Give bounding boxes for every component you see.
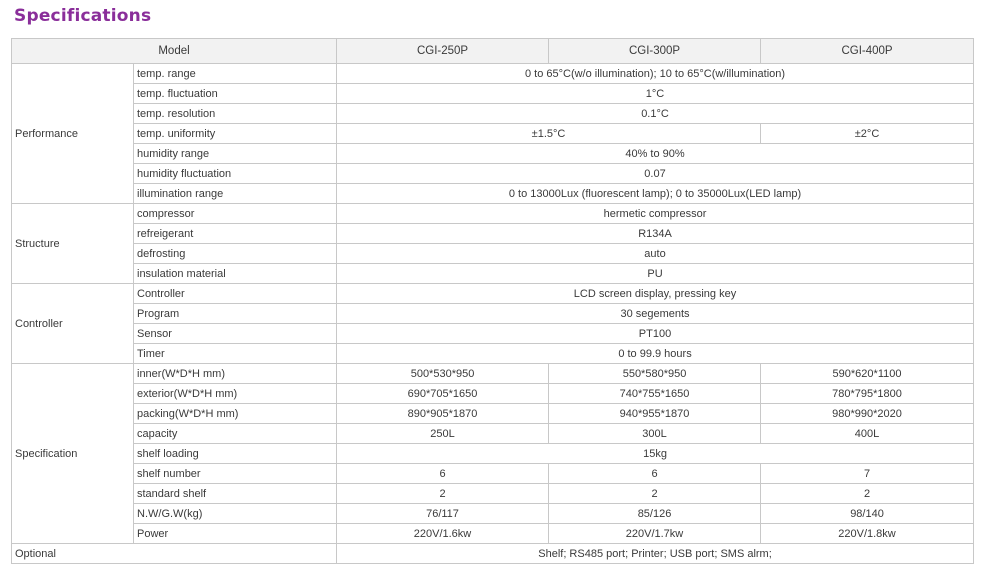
parameter-label: temp. resolution [134, 104, 337, 124]
table-row [12, 404, 974, 424]
table-row [12, 384, 974, 404]
parameter-label: compressor [134, 204, 337, 224]
value-cell: 15kg [337, 444, 974, 464]
model-column-header: CGI-300P [549, 39, 761, 64]
parameter-label: illumination range [134, 184, 337, 204]
table-row [12, 444, 974, 464]
table-row [12, 264, 974, 284]
specifications-table [11, 38, 974, 564]
table-row [12, 184, 974, 204]
group-label: Performance [12, 64, 134, 204]
table-row [12, 324, 974, 344]
table-row [12, 84, 974, 104]
value-cell: 98/140 [761, 504, 974, 524]
parameter-label: temp. uniformity [134, 124, 337, 144]
table-row [12, 144, 974, 164]
value-cell: 6 [337, 464, 549, 484]
optional-label: Optional [12, 544, 337, 564]
value-cell: 220V/1.6kw [337, 524, 549, 544]
value-cell: 400L [761, 424, 974, 444]
value-cell: 890*905*1870 [337, 404, 549, 424]
value-cell: ±1.5°C [337, 124, 761, 144]
table-header-row [12, 39, 974, 64]
parameter-label: Sensor [134, 324, 337, 344]
parameter-label: temp. range [134, 64, 337, 84]
value-cell: 40% to 90% [337, 144, 974, 164]
parameter-label: refreigerant [134, 224, 337, 244]
value-cell: LCD screen display, pressing key [337, 284, 974, 304]
table-row [12, 524, 974, 544]
table-row [12, 484, 974, 504]
parameter-label: packing(W*D*H mm) [134, 404, 337, 424]
parameter-label: Power [134, 524, 337, 544]
parameter-label: Timer [134, 344, 337, 364]
table-row [12, 104, 974, 124]
parameter-label: insulation material [134, 264, 337, 284]
value-cell: 500*530*950 [337, 364, 549, 384]
table-row [12, 344, 974, 364]
value-cell: auto [337, 244, 974, 264]
parameter-label: shelf number [134, 464, 337, 484]
parameter-label: humidity range [134, 144, 337, 164]
value-cell: 590*620*1100 [761, 364, 974, 384]
model-column-header: CGI-400P [761, 39, 974, 64]
value-cell: 6 [549, 464, 761, 484]
table-row [12, 244, 974, 264]
parameter-label: humidity fluctuation [134, 164, 337, 184]
page-title: Specifications [14, 6, 152, 26]
parameter-label: Program [134, 304, 337, 324]
value-cell: 0 to 65°C(w/o illumination); 10 to 65°C(w/illumination) [337, 64, 974, 84]
parameter-label: temp. fluctuation [134, 84, 337, 104]
value-cell: 740*755*1650 [549, 384, 761, 404]
table-row [12, 124, 974, 144]
value-cell: 2 [549, 484, 761, 504]
value-cell: 980*990*2020 [761, 404, 974, 424]
parameter-label: exterior(W*D*H mm) [134, 384, 337, 404]
parameter-label: N.W/G.W(kg) [134, 504, 337, 524]
optional-value: Shelf; RS485 port; Printer; USB port; SMS alrm; [337, 544, 974, 564]
table-row [12, 224, 974, 244]
table-row [12, 424, 974, 444]
group-label: Structure [12, 204, 134, 284]
value-cell: 220V/1.8kw [761, 524, 974, 544]
value-cell: 0 to 99.9 hours [337, 344, 974, 364]
parameter-label: defrosting [134, 244, 337, 264]
value-cell: 250L [337, 424, 549, 444]
value-cell: 300L [549, 424, 761, 444]
parameter-label: Controller [134, 284, 337, 304]
parameter-label: shelf loading [134, 444, 337, 464]
value-cell: 7 [761, 464, 974, 484]
parameter-label: capacity [134, 424, 337, 444]
table-row [12, 464, 974, 484]
value-cell: ±2°C [761, 124, 974, 144]
value-cell: 1°C [337, 84, 974, 104]
table-row [12, 204, 974, 224]
parameter-label: standard shelf [134, 484, 337, 504]
table-row [12, 304, 974, 324]
value-cell: hermetic compressor [337, 204, 974, 224]
value-cell: 0.1°C [337, 104, 974, 124]
value-cell: 0.07 [337, 164, 974, 184]
value-cell: 940*955*1870 [549, 404, 761, 424]
value-cell: PU [337, 264, 974, 284]
parameter-label: inner(W*D*H mm) [134, 364, 337, 384]
value-cell: 550*580*950 [549, 364, 761, 384]
value-cell: 690*705*1650 [337, 384, 549, 404]
value-cell: R134A [337, 224, 974, 244]
value-cell: 30 segements [337, 304, 974, 324]
group-label: Specification [12, 364, 134, 544]
model-header: Model [12, 39, 337, 64]
table-row [12, 364, 974, 384]
value-cell: 220V/1.7kw [549, 524, 761, 544]
table-row [12, 504, 974, 524]
value-cell: 85/126 [549, 504, 761, 524]
value-cell: 76/117 [337, 504, 549, 524]
value-cell: 2 [337, 484, 549, 504]
table-row [12, 64, 974, 84]
table-row [12, 284, 974, 304]
optional-row [12, 544, 974, 564]
model-column-header: CGI-250P [337, 39, 549, 64]
value-cell: 2 [761, 484, 974, 504]
table-row [12, 164, 974, 184]
value-cell: 0 to 13000Lux (fluorescent lamp); 0 to 35000Lux(LED lamp) [337, 184, 974, 204]
value-cell: PT100 [337, 324, 974, 344]
value-cell: 780*795*1800 [761, 384, 974, 404]
group-label: Controller [12, 284, 134, 364]
